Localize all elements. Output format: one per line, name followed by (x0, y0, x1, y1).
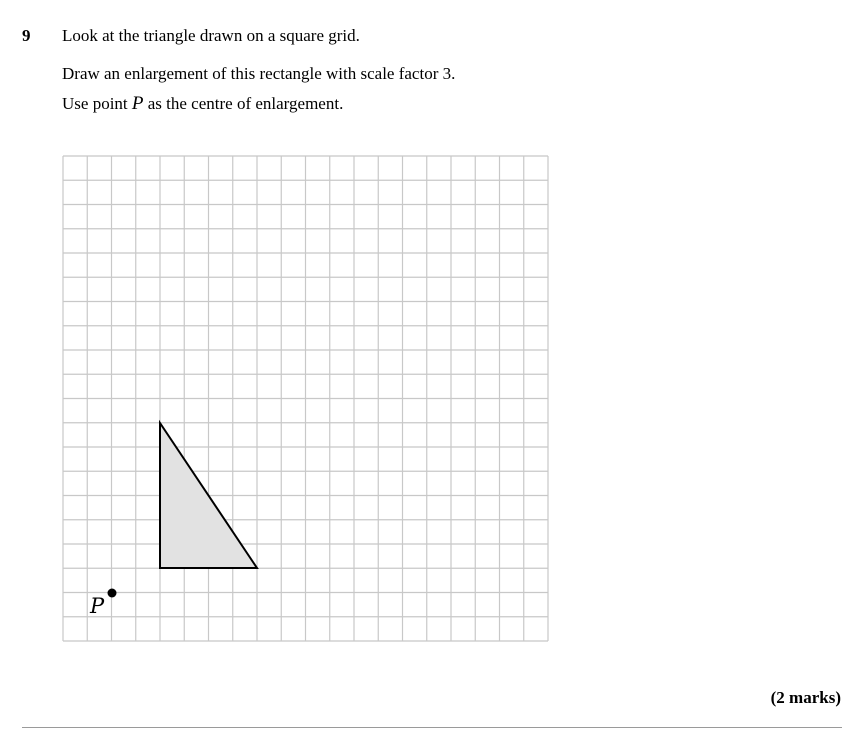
question-text-line-1: Look at the triangle drawn on a square grid. (62, 26, 360, 45)
point-p-reference: P (131, 93, 144, 114)
grid-lines (63, 156, 548, 641)
question-number: 9 (22, 26, 31, 45)
centre-of-enlargement-point (108, 589, 117, 598)
question-text-line-2: Draw an enlargement of this rectangle with scale factor 3. (62, 64, 456, 83)
page-divider (22, 727, 842, 728)
line-3-suffix: as the centre of enlargement. (143, 94, 344, 113)
line-3-prefix: Use point (62, 94, 132, 113)
point-p-label: P (90, 594, 105, 618)
marks-label: (2 marks) (770, 688, 841, 707)
